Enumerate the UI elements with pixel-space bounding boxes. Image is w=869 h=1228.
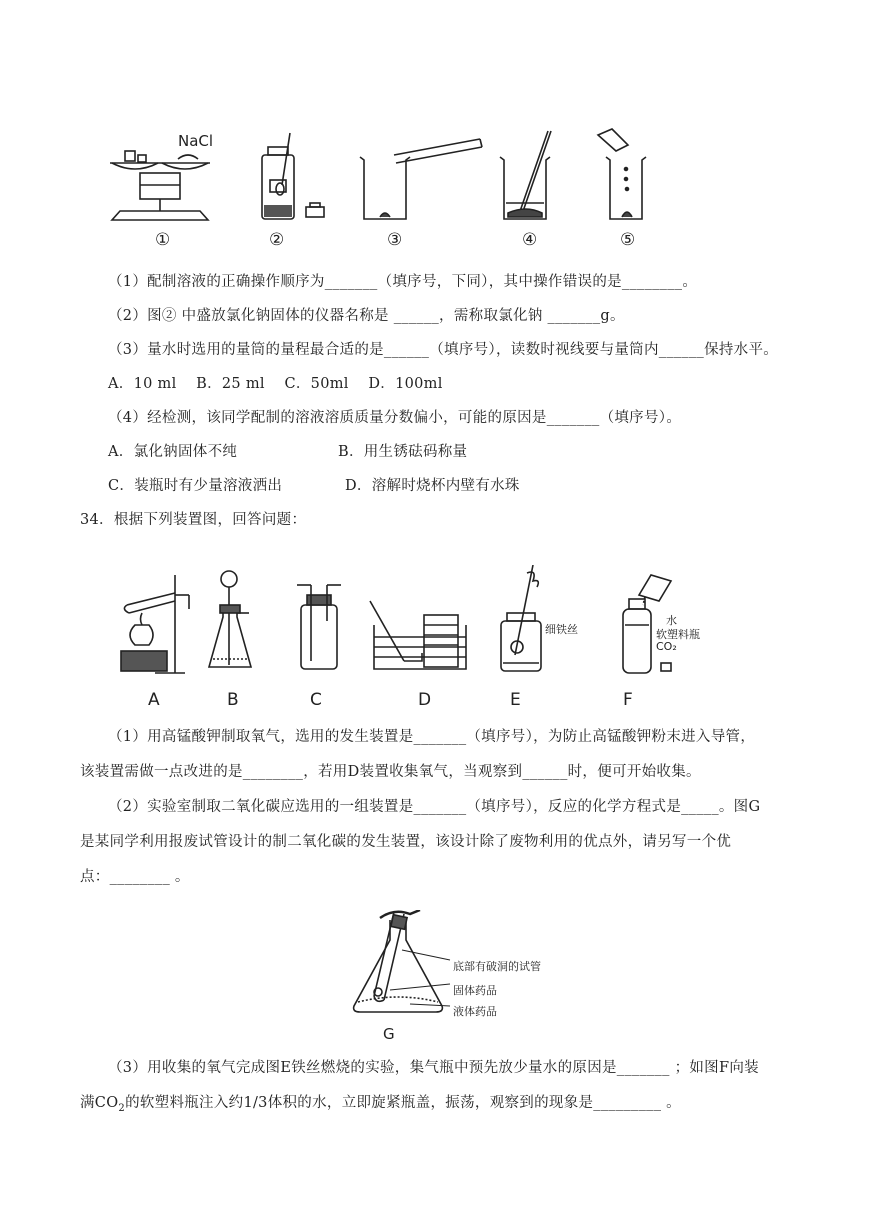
- f-annotation-water: 水: [666, 614, 677, 627]
- q34-part3-text-b: 的软塑料瓶注入约1/3体积的水，立即旋紧瓶盖，振荡，观察到的现象是_________ 。: [125, 1095, 681, 1111]
- apparatus-figure: [115, 565, 695, 685]
- figure-label-3: ③: [387, 230, 403, 250]
- apparatus-e-icon: [501, 565, 541, 671]
- figure-label-4: ④: [522, 230, 538, 250]
- q33-part4-option-d: D．溶解时烧杯内壁有水珠: [345, 478, 520, 494]
- apparatus-f-icon: [623, 575, 671, 673]
- apparatus-d-icon: [370, 601, 466, 669]
- apparatus-label-g: G: [383, 1025, 395, 1043]
- q34-part3-text-a: 满CO: [80, 1095, 119, 1111]
- g-annotation-tube: 底部有破洞的试管: [453, 960, 541, 973]
- beaker-stirring-icon: [500, 131, 551, 219]
- q33-part4-option-a: A．氯化钠固体不纯: [108, 444, 238, 460]
- figure-label-2: ②: [269, 230, 285, 250]
- apparatus-b-icon: [209, 571, 251, 667]
- reagent-jar-icon: [262, 133, 324, 219]
- q33-part4: （4）经检测，该同学配制的溶液溶质质量分数偏小，可能的原因是_______（填序号）。: [108, 410, 682, 426]
- q34-part2-line1: （2）实验室制取二氧化碳应选用的一组装置是_______（填序号），反应的化学方程式是_____。图G: [108, 799, 761, 815]
- g-annotation-liquid: 液体药品: [453, 1005, 497, 1018]
- co2-subscript: 2: [118, 1102, 126, 1114]
- apparatus-label-f: F: [623, 690, 633, 710]
- apparatus-g-figure: [350, 910, 460, 1030]
- apparatus-label-b: B: [227, 690, 239, 710]
- figure-label-1: ①: [155, 230, 171, 250]
- q33-part4-option-b: B．用生锈砝码称量: [338, 444, 468, 460]
- apparatus-label-c: C: [310, 690, 322, 710]
- balance-reagent-label: NaCl: [178, 132, 214, 150]
- apparatus-label-d: D: [418, 690, 432, 710]
- apparatus-c-icon: [297, 585, 341, 669]
- q33-part3: （3）量水时选用的量筒的量程最合适的是______（填序号），读数时视线要与量筒内______保持水平。: [108, 342, 779, 358]
- apparatus-label-a: A: [148, 690, 160, 710]
- beaker-weighing-paper-icon: [598, 129, 646, 219]
- q34-part2-line3: 点：________ 。: [80, 869, 190, 885]
- q34-part3-line2: [80, 1093, 681, 1119]
- q33-part1: （1）配制溶液的正确操作顺序为_______（填序号，下同），其中操作错误的是________。: [108, 274, 698, 290]
- apparatus-a-icon: [121, 575, 189, 673]
- q34-part1-line1: （1）用高锰酸钾制取氧气，选用的发生装置是_______（填序号），为防止高锰酸钾粉末进入导管，: [108, 729, 756, 745]
- apparatus-label-e: E: [510, 690, 521, 710]
- q33-part2: （2）图② 中盛放氯化钠固体的仪器名称是 ______，需称取氯化钠 _______g。: [108, 308, 625, 324]
- e-annotation-iron-wire: 细铁丝: [545, 623, 578, 636]
- g-annotation-solid: 固体药品: [453, 984, 497, 997]
- q34-title: 34．根据下列装置图，回答问题：: [80, 512, 307, 528]
- q34-part3-line1: （3）用收集的氧气完成图E铁丝燃烧的实验，集气瓶中预先放少量水的原因是_______ ；如图F向装: [108, 1060, 759, 1076]
- beaker-pouring-icon: [360, 139, 482, 219]
- figure-label-5: ⑤: [620, 230, 636, 250]
- q33-part4-option-c: C．装瓶时有少量溶液洒出: [108, 478, 283, 494]
- f-annotation-bottle: 软塑料瓶: [656, 628, 700, 641]
- q34-part2-line2: 是某同学利用报废试管设计的制二氧化碳的发生装置，该设计除了废物利用的优点外，请另写一个优: [80, 834, 732, 850]
- q34-part1-line2: 该装置需做一点改进的是________，若用D装置收集氧气，当观察到______时，便可开始收集。: [80, 764, 701, 780]
- q33-part3-options: A．10 ml B．25 ml C．50ml D．100ml: [108, 376, 443, 392]
- f-annotation-co2: CO₂: [656, 640, 677, 653]
- balance-icon: [110, 151, 210, 220]
